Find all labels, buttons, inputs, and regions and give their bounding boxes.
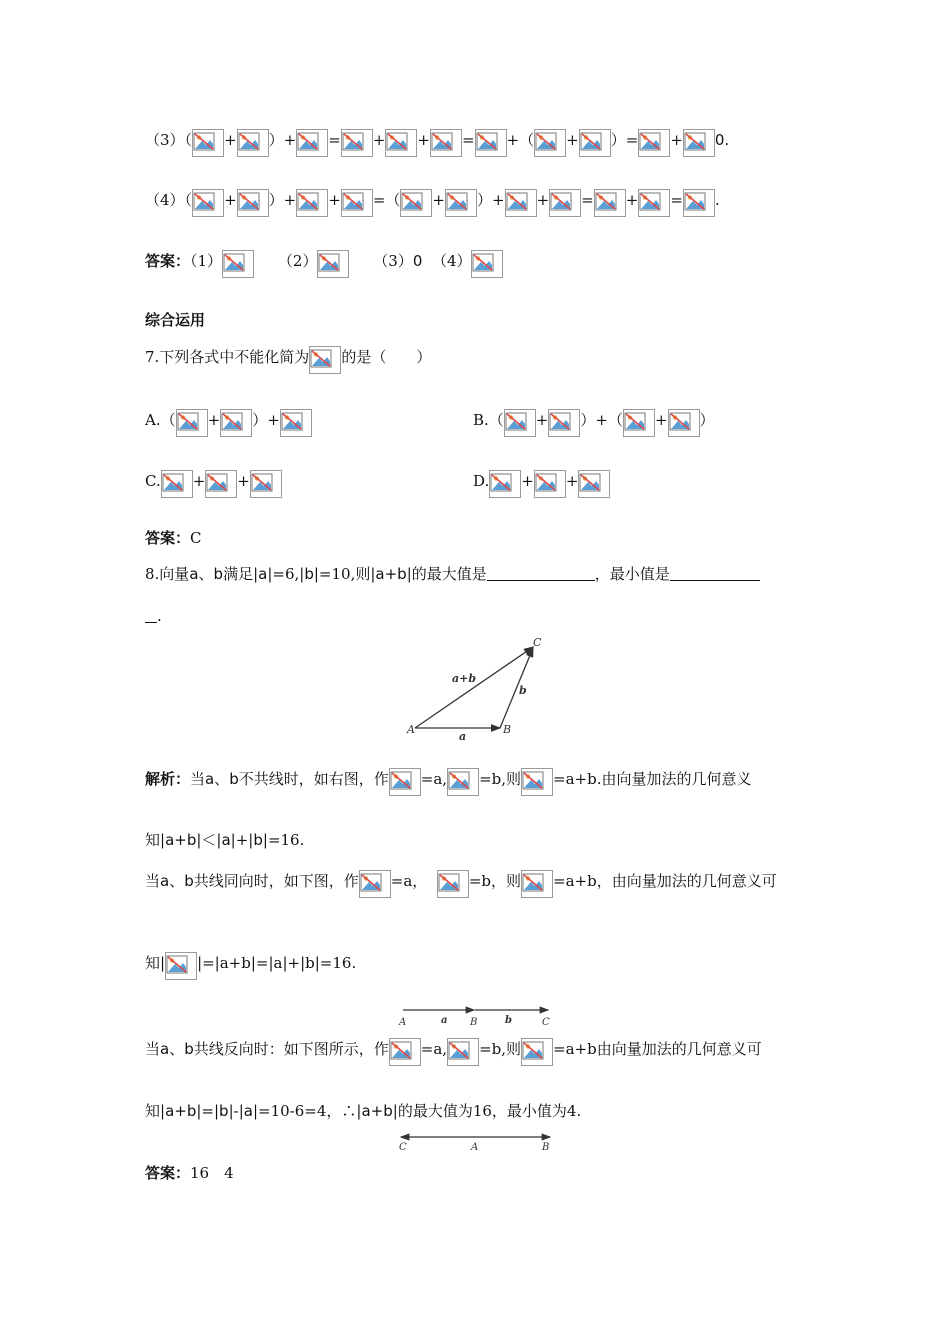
formula-image-icon — [579, 129, 611, 157]
formula-image-icon — [668, 409, 700, 437]
q7-stem: 7.下列各式中不能化简为 的是（ ） — [145, 346, 431, 374]
formula-image-icon — [471, 250, 503, 278]
label-b-point: B — [470, 1017, 478, 1028]
formula-image-icon — [280, 409, 312, 437]
section-title: 综合运用 — [145, 311, 206, 329]
formula-image-icon — [205, 470, 237, 498]
formula-image-icon — [192, 189, 224, 217]
triangle-figure — [400, 632, 560, 742]
formula-image-icon — [534, 129, 566, 157]
formula-image-icon — [385, 129, 417, 157]
q7-option-d: D. + + — [473, 470, 610, 498]
formula-image-icon — [309, 346, 341, 374]
label-a-plus-b: a+b — [452, 672, 477, 685]
formula-image-icon — [447, 1038, 479, 1066]
answer-line-3: 答案：16 4 — [145, 1164, 234, 1182]
formula-image-icon — [250, 470, 282, 498]
label-a-point: A — [407, 723, 415, 736]
formula-image-icon — [389, 1038, 421, 1066]
q8-stem-cont: . — [145, 606, 162, 626]
formula-image-icon — [505, 189, 537, 217]
analysis-line-3: 当a、b共线同向时，如下图，作 =a， =b，则 =a+b，由向量加法的几何意义可 — [145, 870, 777, 898]
formula-image-icon — [237, 129, 269, 157]
formula-image-icon — [437, 870, 469, 898]
q3-line: （3）（ + ）+ = + + = +（ + ）= + 0. — [145, 129, 729, 157]
formula-image-icon — [341, 129, 373, 157]
label-a-point: A — [399, 1017, 407, 1028]
formula-image-icon — [638, 129, 670, 157]
formula-image-icon — [237, 189, 269, 217]
formula-image-icon — [683, 129, 715, 157]
formula-image-icon — [683, 189, 715, 217]
formula-image-icon — [447, 768, 479, 796]
label-b: b — [519, 684, 527, 697]
formula-image-icon — [489, 470, 521, 498]
vector-a-plus-b — [415, 647, 533, 728]
q7-option-a: A.（ + ）+ — [145, 409, 312, 437]
formula-image-icon — [534, 470, 566, 498]
formula-image-icon — [445, 189, 477, 217]
formula-image-icon — [317, 250, 349, 278]
formula-image-icon — [521, 1038, 553, 1066]
formula-image-icon — [549, 189, 581, 217]
answer-line-1: 答案：（1） （2） （3）0 （4） — [145, 250, 503, 278]
formula-image-icon — [594, 189, 626, 217]
formula-image-icon — [161, 470, 193, 498]
formula-image-icon — [296, 129, 328, 157]
label-a: a — [441, 1015, 448, 1026]
formula-image-icon — [220, 409, 252, 437]
formula-image-icon — [521, 768, 553, 796]
formula-image-icon — [475, 129, 507, 157]
formula-image-icon — [521, 870, 553, 898]
answer-line-2: 答案：C — [145, 529, 202, 547]
opposite-direction-figure — [395, 1128, 565, 1154]
formula-image-icon — [222, 250, 254, 278]
label-c-point: C — [542, 1017, 550, 1028]
analysis-line-2: 知|a+b|＜|a|+|b|=16. — [145, 831, 305, 849]
formula-image-icon — [430, 129, 462, 157]
analysis-line-6: 知|a+b|=|b|-|a|=10-6=4，∴|a+b|的最大值为16，最小值为4. — [145, 1102, 582, 1120]
formula-image-icon — [341, 189, 373, 217]
label-b-point: B — [542, 1142, 550, 1153]
max-value-blank — [487, 564, 595, 581]
formula-image-icon — [504, 409, 536, 437]
formula-image-icon — [548, 409, 580, 437]
label-c: C — [533, 636, 542, 649]
formula-image-icon — [638, 189, 670, 217]
formula-image-icon — [296, 189, 328, 217]
q7-option-c: C. + + — [145, 470, 282, 498]
formula-image-icon — [176, 409, 208, 437]
formula-image-icon — [578, 470, 610, 498]
formula-image-icon — [623, 409, 655, 437]
same-direction-figure — [395, 1000, 565, 1030]
min-value-blank-cont — [145, 606, 157, 623]
formula-image-icon — [192, 129, 224, 157]
formula-image-icon — [389, 768, 421, 796]
formula-image-icon — [165, 952, 197, 980]
formula-image-icon — [400, 189, 432, 217]
label-a-point: A — [471, 1142, 479, 1153]
vector-b — [500, 648, 533, 728]
label-b: b — [505, 1015, 512, 1026]
analysis-line-1: 解析：当a、b不共线时，如右图，作 =a, =b,则 =a+b.由向量加法的几何意义 — [145, 768, 751, 796]
analysis-line-5: 当a、b共线反向时：如下图所示，作 =a, =b,则 =a+b由向量加法的几何意义可 — [145, 1038, 762, 1066]
formula-image-icon — [359, 870, 391, 898]
q4-line: （4）（ + ）+ + =（ + ）+ + = + = . — [145, 189, 720, 217]
label-b-point: B — [503, 723, 512, 736]
min-value-blank — [670, 564, 760, 581]
label-a: a — [459, 730, 467, 742]
q7-option-b: B.（ + ）+（ + ） — [473, 409, 715, 437]
analysis-line-4: 知| |=|a+b|=|a|+|b|=16. — [145, 952, 356, 980]
q8-stem: 8.向量a、b满足|a|=6,|b|=10,则|a+b|的最大值是 ，最小值是 — [145, 564, 760, 584]
label-c-point: C — [399, 1142, 407, 1153]
